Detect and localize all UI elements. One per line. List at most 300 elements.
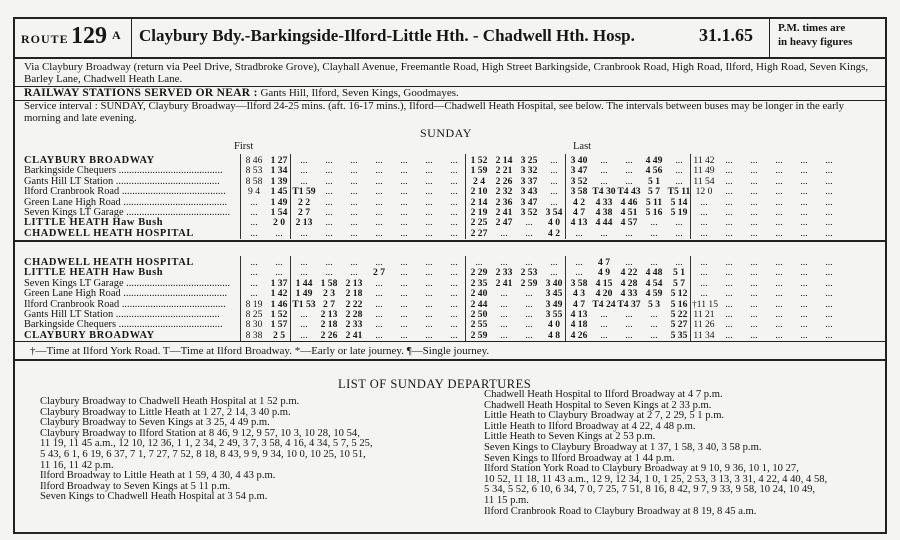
time-cell: ... — [525, 319, 533, 331]
time-cell: 2 26 — [495, 175, 513, 187]
time-cell: T4 24 — [592, 298, 616, 310]
time-cell: ... — [750, 186, 758, 198]
time-cell: 4 57 — [620, 217, 638, 229]
time-cell: 2 27 — [470, 227, 488, 239]
railway-stations-list: Gants Hill, Ilford, Seven Kings, Goodmayes. — [257, 87, 459, 99]
time-cell: 4 56 — [645, 165, 663, 177]
time-cell: ... — [675, 155, 683, 166]
stop-name: LITTLE HEATH Haw Bush — [24, 217, 164, 229]
time-cell: ... — [600, 155, 608, 166]
time-cell: ... — [650, 319, 658, 331]
time-cell: 8 53 — [245, 165, 263, 177]
time-cell: 2 10 — [470, 186, 488, 198]
time-cell: 3 47 — [520, 196, 538, 208]
time-cell: ... — [800, 277, 808, 289]
time-cell: 4 13 — [570, 309, 588, 320]
time-cell: ... — [300, 309, 308, 320]
time-cell: 4 0 — [548, 319, 560, 331]
time-cell: ... — [450, 227, 458, 239]
time-cell: T1 59 — [292, 186, 316, 198]
time-cell: ... — [525, 257, 533, 268]
time-cell: ... — [400, 288, 408, 300]
time-cell: ... — [250, 196, 258, 208]
time-cell: ... — [625, 227, 633, 239]
time-cell: 4 8 — [548, 329, 560, 341]
time-cell: ... — [800, 155, 808, 166]
time-cell: ... — [525, 309, 533, 320]
departure-line: 11 19, 11 45 a.m., 12 10, 12 36, 1 1, 2 34, 2 49, 3 7, 3 58, 4 16, 4 34, 5 7, 5 25, — [40, 438, 373, 450]
time-cell: ... — [275, 227, 283, 239]
time-cell: 4 59 — [645, 288, 663, 300]
time-cell: ... — [300, 227, 308, 239]
first-label: First — [234, 141, 254, 152]
time-cell: 4 51 — [620, 207, 638, 218]
time-cell: ... — [825, 267, 833, 279]
time-cell: ... — [750, 196, 758, 208]
time-cell: T4 30 — [592, 186, 616, 198]
time-cell: ... — [775, 175, 783, 187]
time-cell: ... — [425, 298, 433, 310]
time-cell: ... — [400, 319, 408, 331]
time-cell: ... — [750, 319, 758, 331]
timetable-notes: †—Time at Ilford York Road. T—Time at Ilford Broadway. *—Early or late journey. ¶—Single journey. — [30, 345, 490, 357]
time-cell: ... — [425, 227, 433, 239]
time-cell: ... — [775, 217, 783, 229]
time-cell: ... — [350, 267, 358, 279]
departure-line: Claybury Broadway to Little Heath at 1 27, 2 14, 3 40 p.m. — [40, 406, 291, 418]
time-cell: ... — [525, 288, 533, 300]
time-cell: ... — [625, 309, 633, 320]
time-cell: ... — [700, 227, 708, 239]
time-cell: 2 7 — [323, 298, 335, 310]
time-cell: ... — [725, 277, 733, 289]
time-cell: ... — [425, 309, 433, 320]
time-cell: ... — [800, 186, 808, 198]
time-cell: ... — [700, 196, 708, 208]
time-cell: ... — [350, 155, 358, 166]
time-cell: 3 37 — [520, 175, 538, 187]
departure-line: Ilford Broadway to Little Heath at 1 59, 4 30, 4 43 p.m. — [40, 470, 276, 482]
time-cell: ... — [350, 186, 358, 198]
time-cell: ... — [675, 217, 683, 229]
time-cell: ... — [600, 165, 608, 177]
time-cell: ... — [750, 277, 758, 289]
time-cell: 8 30 — [245, 319, 263, 331]
time-cell: 1 49 — [270, 196, 288, 208]
time-cell: 2 53 — [520, 267, 538, 279]
time-cell: 3 40 — [570, 155, 588, 166]
time-cell: ... — [450, 155, 458, 166]
time-cell: ... — [275, 267, 283, 279]
time-cell: 4 20 — [595, 288, 613, 300]
time-cell: ... — [425, 217, 433, 229]
departure-line: Little Heath to Claybury Broadway at 2 7, 2 29, 5 1 p.m. — [484, 410, 725, 422]
time-cell: ... — [825, 277, 833, 289]
stop-name: Green Lane High Road ........................................ — [24, 196, 228, 208]
time-cell: 2 41 — [495, 277, 513, 289]
time-cell: ... — [625, 155, 633, 166]
time-cell: 4 13 — [570, 217, 588, 229]
time-cell: ... — [525, 329, 533, 341]
time-cell: ... — [725, 319, 733, 331]
time-cell: 2 4 — [473, 175, 485, 187]
time-cell: ... — [775, 196, 783, 208]
time-cell: ... — [300, 267, 308, 279]
divider — [13, 240, 887, 242]
time-cell: ... — [500, 257, 508, 268]
time-cell: 8 58 — [245, 175, 263, 187]
time-cell: T4 37 — [617, 298, 641, 310]
time-cell: ... — [800, 298, 808, 310]
time-cell: 3 55 — [545, 309, 563, 320]
time-cell: ... — [775, 267, 783, 279]
time-cell: ... — [450, 288, 458, 300]
divider — [13, 341, 887, 342]
time-cell: ... — [575, 267, 583, 279]
time-cell: ... — [725, 309, 733, 320]
time-cell: 8 19 — [245, 298, 263, 310]
time-cell: ... — [450, 309, 458, 320]
time-cell: 2 2 — [298, 196, 310, 208]
time-cell: 1 52 — [270, 309, 288, 320]
time-cell: 2 47 — [495, 217, 513, 229]
time-cell: 4 38 — [595, 207, 613, 218]
departure-line: 5 43, 6 1, 6 19, 6 37, 7 1, 7 27, 7 52, 8 18, 8 43, 9 9, 9 34, 10 0, 10 25, 10 51, — [40, 448, 366, 460]
stop-name: Ilford Cranbrook Road ........................................ — [24, 186, 226, 198]
time-cell: ... — [300, 257, 308, 268]
time-cell: 1 54 — [270, 207, 288, 218]
time-cell: 4 48 — [645, 267, 663, 279]
time-cell: ... — [825, 207, 833, 218]
time-cell: ... — [775, 227, 783, 239]
time-cell: ... — [425, 175, 433, 187]
pm-times-note — [769, 17, 885, 57]
stop-name: Barkingside Chequers ........................................ — [24, 319, 223, 331]
route-number-box — [13, 17, 132, 57]
route-via: Via Claybury Broadway (return via Peel Drive, Stradbroke Grove), Clayhall Avenue, Freemantle Road, High Street Barkingside, Cranbrook Road, High Road, Ilford, High Road, Seven Kings, Barley Lane, Chadwell Heath Lane. — [24, 61, 869, 85]
time-cell: ... — [525, 298, 533, 310]
time-cell: ... — [400, 196, 408, 208]
time-cell: 5 7 — [673, 277, 685, 289]
departure-line: Ilford Cranbrook Road to Claybury Broadway at 8 19, 8 45 a.m. — [484, 505, 757, 517]
time-cell: ... — [475, 257, 483, 268]
last-label: Last — [573, 141, 592, 152]
time-cell: ... — [325, 217, 333, 229]
time-cell: ... — [700, 288, 708, 300]
pm-note-line-1: P.M. times are — [778, 22, 846, 34]
time-cell: 4 7 — [573, 298, 585, 310]
stop-name: Gants Hill LT Station ........................................ — [24, 175, 220, 187]
time-cell: ... — [825, 329, 833, 341]
time-cell: ... — [800, 267, 808, 279]
route-suffix: A — [112, 28, 121, 42]
route-title: Claybury Bdy.-Barkingside-Ilford-Little Hth. - Chadwell Hth. Hosp. — [139, 26, 635, 45]
time-cell: ... — [800, 165, 808, 177]
time-cell: ... — [450, 329, 458, 341]
stop-name: Ilford Cranbrook Road ........................................ — [24, 298, 226, 310]
time-cell: ... — [450, 298, 458, 310]
outbound-timetable — [24, 142, 878, 240]
time-cell: ... — [425, 165, 433, 177]
stop-name: CHADWELL HEATH HOSPITAL — [24, 227, 194, 239]
time-cell: ... — [425, 319, 433, 331]
time-cell: 1 45 — [270, 186, 288, 198]
departures-left-column — [40, 397, 373, 503]
time-cell: ... — [825, 319, 833, 331]
time-cell: 11 26 — [693, 319, 715, 331]
time-cell: ... — [825, 165, 833, 177]
time-cell: 2 41 — [495, 207, 513, 218]
departure-line: Seven Kings to Claybury Broadway at 1 37, 1 58, 3 40, 3 58 p.m. — [484, 441, 762, 453]
time-cell: ... — [775, 186, 783, 198]
time-cell: 1 52 — [470, 155, 488, 166]
time-cell: 5 7 — [648, 186, 660, 198]
time-cell: 3 49 — [545, 298, 563, 310]
time-cell: 4 0 — [548, 217, 560, 229]
time-cell: ... — [525, 217, 533, 229]
time-cell: 2 18 — [320, 319, 338, 331]
time-cell: ... — [350, 207, 358, 218]
time-cell: 5 11 — [645, 196, 663, 208]
time-cell: ... — [825, 217, 833, 229]
time-cell: ... — [450, 217, 458, 229]
time-cell: ... — [550, 186, 558, 198]
time-cell: ... — [350, 217, 358, 229]
time-cell: 2 33 — [495, 267, 513, 279]
time-cell: ... — [625, 165, 633, 177]
time-cell: ... — [400, 186, 408, 198]
time-cell: ... — [725, 267, 733, 279]
time-cell: ... — [600, 329, 608, 341]
time-cell: 1 58 — [320, 277, 338, 289]
time-cell: ... — [250, 277, 258, 289]
time-cell: ... — [375, 257, 383, 268]
time-cell: ... — [325, 196, 333, 208]
time-cell: ... — [400, 175, 408, 187]
time-cell: 4 26 — [570, 329, 588, 341]
time-cell: ... — [325, 227, 333, 239]
time-cell: ... — [675, 257, 683, 268]
time-cell: 4 22 — [620, 267, 638, 279]
time-cell: ... — [375, 207, 383, 218]
time-cell: ... — [750, 207, 758, 218]
time-cell: ... — [750, 288, 758, 300]
time-cell: ... — [600, 309, 608, 320]
departure-line: Ilford Broadway to Seven Kings at 5 11 p.m. — [40, 480, 231, 492]
departure-line: Seven Kings to Chadwell Heath Hospital at 3 54 p.m. — [40, 491, 268, 503]
time-cell: ... — [525, 227, 533, 239]
time-cell: ... — [825, 288, 833, 300]
time-cell: ... — [375, 165, 383, 177]
time-cell: ... — [300, 319, 308, 331]
time-cell: ... — [750, 165, 758, 177]
time-cell: ... — [825, 175, 833, 187]
time-cell: 11 21 — [693, 309, 715, 320]
time-cell: ... — [450, 165, 458, 177]
time-cell: 8 25 — [245, 309, 263, 320]
time-cell: ... — [425, 277, 433, 289]
time-cell: ... — [500, 309, 508, 320]
time-cell: 2 14 — [495, 155, 513, 166]
time-cell: ... — [450, 267, 458, 279]
time-cell: 5 14 — [670, 196, 688, 208]
time-cell: 2 14 — [470, 196, 488, 208]
time-cell: ... — [500, 227, 508, 239]
time-cell: 2 41 — [345, 329, 363, 341]
time-cell: 3 52 — [520, 207, 538, 218]
time-cell: ... — [450, 257, 458, 268]
time-cell: 2 21 — [495, 165, 513, 177]
time-cell: ... — [750, 309, 758, 320]
time-cell: ... — [350, 257, 358, 268]
time-cell: 1 42 — [270, 288, 288, 300]
time-cell: ... — [425, 186, 433, 198]
time-cell: 4 49 — [645, 155, 663, 166]
time-cell: 1 59 — [470, 165, 488, 177]
time-cell: 3 40 — [545, 277, 563, 289]
time-cell: 5 1 — [648, 175, 660, 187]
time-cell: 2 3 — [323, 288, 335, 300]
time-cell: ... — [800, 329, 808, 341]
time-cell: ... — [425, 329, 433, 341]
time-cell: 4 7 — [573, 207, 585, 218]
time-cell: ... — [750, 217, 758, 229]
time-cell: †11 15 — [692, 298, 719, 310]
time-cell: ... — [650, 227, 658, 239]
time-cell: 4 3 — [573, 288, 585, 300]
time-cell: ... — [325, 257, 333, 268]
railway-stations-title: RAILWAY STATIONS SERVED OR NEAR : — [24, 87, 258, 99]
time-cell: ... — [650, 309, 658, 320]
time-cell: 2 18 — [345, 288, 363, 300]
time-cell: ... — [300, 175, 308, 187]
time-cell: ... — [775, 155, 783, 166]
time-cell: ... — [800, 175, 808, 187]
time-cell: 3 32 — [520, 165, 538, 177]
route-date: 31.1.65 — [699, 25, 753, 45]
time-cell: ... — [800, 288, 808, 300]
pm-note-line-2: in heavy figures — [778, 36, 853, 48]
time-cell: ... — [425, 155, 433, 166]
time-cell: ... — [675, 227, 683, 239]
time-cell: ... — [750, 329, 758, 341]
time-cell: ... — [450, 319, 458, 331]
time-cell: 1 39 — [270, 175, 288, 187]
time-cell: 12 0 — [695, 186, 713, 198]
time-cell: 5 16 — [670, 298, 688, 310]
time-cell: ... — [775, 277, 783, 289]
route-header — [13, 17, 887, 59]
time-cell: ... — [700, 257, 708, 268]
time-cell: 2 25 — [470, 217, 488, 229]
time-cell: ... — [375, 155, 383, 166]
route-number: 129 — [71, 23, 107, 49]
time-cell: ... — [775, 165, 783, 177]
time-cell: 1 49 — [295, 288, 313, 300]
time-cell: ... — [675, 165, 683, 177]
time-cell: ... — [250, 207, 258, 218]
time-cell: ... — [800, 196, 808, 208]
time-cell: 2 59 — [470, 329, 488, 341]
time-cell: 5 22 — [670, 309, 688, 320]
time-cell: 3 58 — [570, 277, 588, 289]
time-cell: 4 2 — [573, 196, 585, 208]
time-cell: ... — [550, 257, 558, 268]
time-cell: ... — [500, 329, 508, 341]
time-cell: ... — [375, 288, 383, 300]
time-cell: ... — [350, 227, 358, 239]
time-cell: ... — [775, 257, 783, 268]
departure-line: Seven Kings to Ilford Broadway at 1 44 p.m. — [484, 452, 675, 464]
time-cell: ... — [775, 288, 783, 300]
stop-name: Barkingside Chequers ........................................ — [24, 165, 223, 177]
time-cell: 3 43 — [520, 186, 538, 198]
time-cell: T5 11 — [667, 186, 691, 198]
time-cell: 2 13 — [345, 277, 363, 289]
time-cell: 4 28 — [620, 277, 638, 289]
time-cell: ... — [700, 277, 708, 289]
time-cell: ... — [400, 217, 408, 229]
time-cell: 2 59 — [520, 277, 538, 289]
time-cell: 9 4 — [248, 186, 260, 198]
time-cell: ... — [450, 186, 458, 198]
time-cell: ... — [750, 175, 758, 187]
time-cell: 2 7 — [373, 267, 385, 279]
departure-line: Chadwell Heath Hospital to Ilford Broadway at 4 7 p.m. — [484, 389, 723, 400]
time-cell: ... — [800, 207, 808, 218]
time-cell: 5 27 — [670, 319, 688, 331]
time-cell: ... — [775, 329, 783, 341]
time-cell: 4 18 — [570, 319, 588, 331]
time-cell: ... — [375, 217, 383, 229]
time-cell: 11 42 — [693, 155, 715, 166]
departure-line: 10 52, 11 18, 11 43 a.m., 12 9, 12 34, 1 0, 1 25, 2 53, 3 13, 3 31, 4 22, 4 40, 4 58, — [484, 473, 828, 485]
time-cell: ... — [725, 155, 733, 166]
time-cell: 1 46 — [270, 298, 288, 310]
time-cell: 1 37 — [270, 277, 288, 289]
time-cell: ... — [775, 298, 783, 310]
time-cell: 4 9 — [598, 267, 610, 279]
time-cell: ... — [425, 196, 433, 208]
time-cell: ... — [825, 155, 833, 166]
departure-line: Claybury Broadway to Chadwell Heath Hospital at 1 52 p.m. — [40, 396, 300, 407]
time-cell: ... — [450, 207, 458, 218]
time-cell: ... — [350, 165, 358, 177]
time-cell: 2 33 — [345, 319, 363, 331]
time-cell: 2 5 — [273, 329, 285, 341]
time-cell: ... — [725, 165, 733, 177]
time-cell: ... — [300, 165, 308, 177]
divider — [13, 359, 887, 361]
time-cell: ... — [400, 227, 408, 239]
route-label: ROUTE — [21, 32, 69, 46]
service-interval: Service interval : SUNDAY, Claybury Broadway—Ilford 24-25 mins. (aft. 16-17 mins.), Ilford—Chadwell Heath Hospital, see below. The intervals between buses may be longer in the early morning and late evening. — [24, 100, 845, 124]
time-cell: ... — [425, 267, 433, 279]
time-cell: 3 54 — [545, 207, 563, 218]
time-cell: ... — [725, 207, 733, 218]
time-cell: ... — [700, 217, 708, 229]
time-cell: ... — [325, 155, 333, 166]
time-cell: 2 7 — [298, 207, 310, 218]
time-cell: ... — [375, 329, 383, 341]
time-cell: 2 32 — [495, 186, 513, 198]
time-cell: ... — [750, 267, 758, 279]
time-cell: ... — [725, 288, 733, 300]
time-cell: 1 57 — [270, 319, 288, 331]
time-cell: ... — [725, 186, 733, 198]
time-cell: ... — [725, 298, 733, 310]
departure-line: Little Heath to Seven Kings at 2 53 p.m. — [484, 431, 656, 443]
